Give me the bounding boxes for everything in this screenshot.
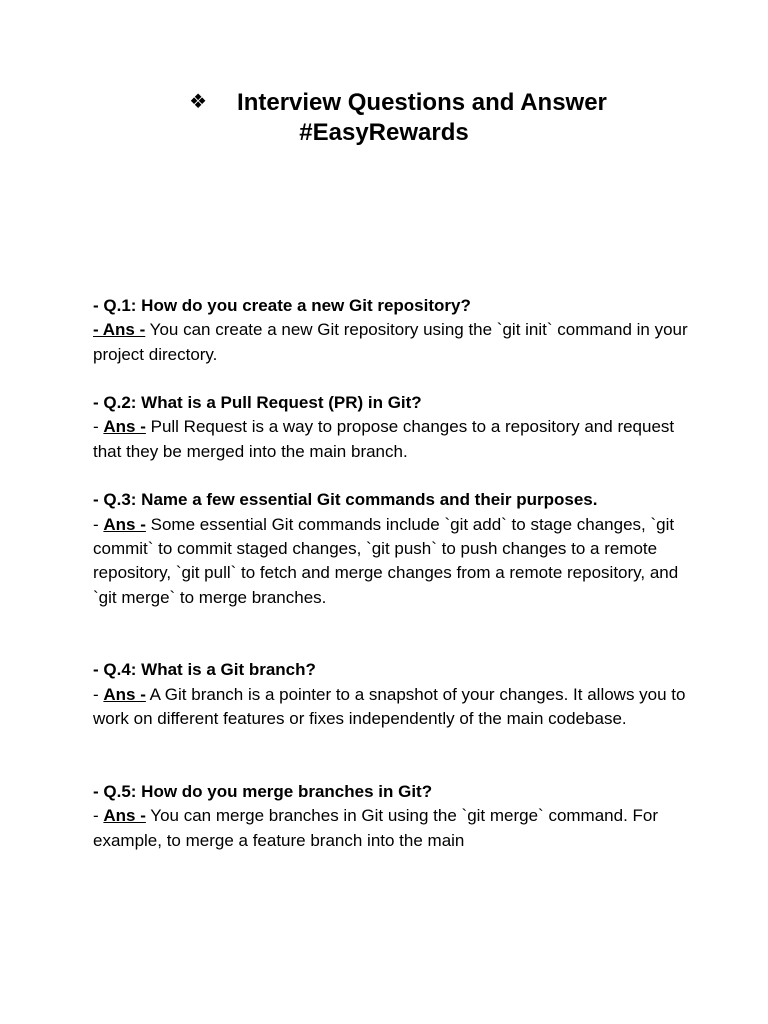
ans-label: Ans - <box>103 417 146 437</box>
answer-text: A Git branch is a pointer to a snapshot of your changes. It allows you to work on different features or fixes independently of the main codebase. <box>93 684 686 729</box>
question: - Q.4: What is a Git branch? <box>93 660 316 680</box>
qa-item-3 <box>93 488 693 609</box>
diamond-bullet-icon: ❖ <box>189 89 208 113</box>
answer-text: Some essential Git commands include `git add` to stage changes, `git commit` to commit staged changes, `git push` to push changes to a remote repository, `git pull` to fetch and merge changes from a remote repository, and `git merge` to merge branches. <box>93 514 679 607</box>
answer-text: You can merge branches in Git using the `git merge` command. For example, to merge a feature branch into the main <box>93 806 659 850</box>
answer <box>93 415 693 464</box>
qa-item-2 <box>93 391 693 464</box>
question: - Q.2: What is a Pull Request (PR) in Git? <box>93 393 422 413</box>
answer <box>93 683 693 732</box>
answer-text: Pull Request is a way to propose changes to a repository and request that they be merged into the main branch. <box>93 417 675 461</box>
ans-label: Ans - <box>103 514 146 534</box>
answer <box>93 318 693 367</box>
answer <box>93 513 693 610</box>
title-text: Interview Questions and Answer <box>237 89 607 116</box>
title-line-2: #EasyRewards <box>299 119 469 146</box>
answer-prefix: - <box>93 806 104 826</box>
answer-prefix: - <box>93 417 104 437</box>
question: - Q.5: How do you merge branches in Git? <box>93 781 433 801</box>
question: - Q.3: Name a few essential Git commands and their purposes. <box>93 490 598 510</box>
answer-prefix: - <box>93 514 104 534</box>
answer-prefix: - <box>93 684 104 704</box>
qa-item-1 <box>93 294 693 367</box>
ans-label: Ans - <box>103 806 146 826</box>
answer <box>93 804 693 853</box>
qa-list <box>93 294 693 853</box>
ans-label: - Ans - <box>93 320 146 340</box>
answer-text: You can create a new Git repository using the `git init` command in your project directory. <box>93 320 688 364</box>
question: - Q.1: How do you create a new Git repository? <box>93 296 471 315</box>
title-line-1 <box>14 86 768 118</box>
qa-item-5 <box>93 780 693 853</box>
ans-label: Ans - <box>103 684 146 704</box>
qa-item-4 <box>93 658 693 731</box>
document-title <box>0 86 768 148</box>
